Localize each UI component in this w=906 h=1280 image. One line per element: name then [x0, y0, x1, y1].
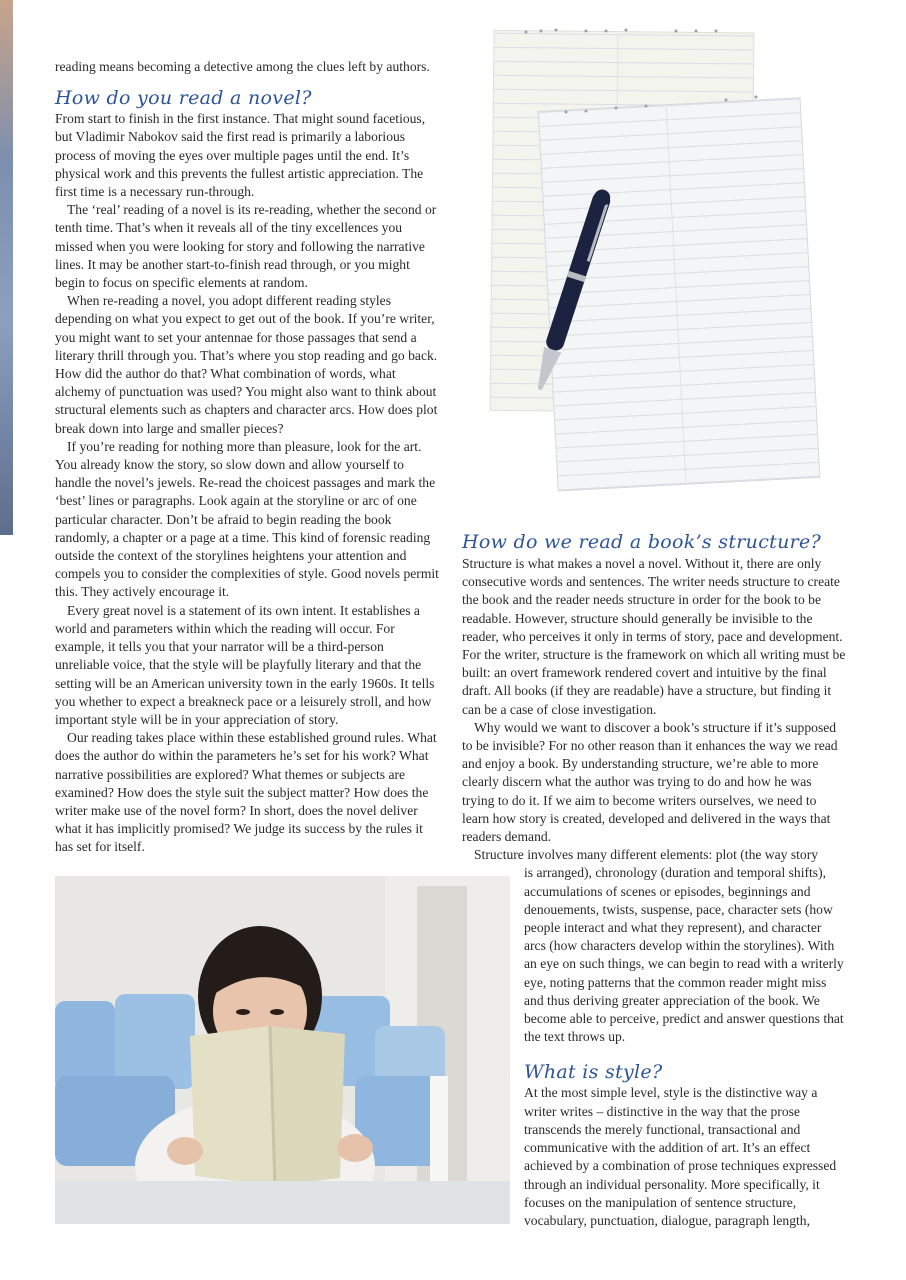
paragraph: From start to finish in the first instance. That might sound facetious, but Vladimir Nabokov said the first read is primarily a laborious process of moving the eyes over multiple pages until the end. It’s physical work and this prevents the fullest artistic appreciation. The first time is a necessary run-through. — [55, 111, 426, 200]
heading-style: What is style? — [524, 1061, 663, 1084]
left-column — [55, 58, 440, 857]
paragraph: Every great novel is a statement of its own intent. It establishes a world and parameters within which the reading will occur. For example, it tells you that your narrator will be a third-person unreliable voice, that the style will be playfully literary and that the setting will be an American university town in the early 1960s. It tells you whether to expect a breakneck pace or a leisurely stroll, and how important style will be in your appreciation of story. — [55, 602, 435, 727]
paragraph: Structure involves many different elements: plot (the way story — [474, 847, 819, 863]
paragraph: If you’re reading for nothing more than pleasure, look for the art. You already know the story, so slow down and allow yourself to handle the novel’s jewels. Re-read the choicest passages and mark the ‘best’ lines or paragraphs. Look again at the storyline or arc of one particular character. Don’t be afraid to begin reading the book randomly, a chapter or a page at a time. This kind of forensic reading outside the context of the storylines heightens your attention and compels you to consider the complexities of style. Good novels permit this. They actively encourage it. — [55, 438, 439, 600]
paragraph: The ‘real’ reading of a novel is its re-reading, whether the second or tenth time. That’s when it reveals all of the tiny excellences you missed when you were looking for story and following the narrative lines. It may be another start-to-finish read through, or you might begin to focus on specific elements at random. — [55, 202, 437, 291]
paragraph: Structure is what makes a novel a novel. Without it, there are only consecutive words and sentences. The writer needs structure to create the book and the reader needs structure in order for the book to be readable. However, structure should generally be invisible to the reader, who perceives it only in terms of story, pace and development. For the writer, structure is the framework on which all writing must be built: an overt framework rendered covert and intuitive by the final draft. All books (if they are readable) have a structure, but finding it can be a case of close investigation. — [462, 556, 846, 717]
paragraph: Our reading takes place within these established ground rules. What does the author do within the parameters he’s set for his work? What narrative possibilities are explored? What themes or subjects are examined? How does the style suit the subject matter? How does the writer make use of the novel form? In short, does the novel deliver what it has implicitly promised? We judge its success by the rules it has set for itself. — [55, 730, 437, 855]
edge-photo-strip — [0, 0, 13, 535]
paragraph: At the most simple level, style is the distinctive way a writer writes – distinctive in the way that the prose transcends the merely functional, transactional and communicative with the addition of art. It’s an effect achieved by a combination of prose techniques expressed through an individual personality. More specifically, it focuses on the manipulation of sentence structure, vocabulary, punctuation, dialogue, paragraph length, — [524, 1085, 837, 1228]
paragraph: Why would we want to discover a book’s structure if it’s supposed to be invisible? For no other reason than it enhances the way we read and enjoy a book. By understanding structure, we’re able to more clearly discern what the author was trying to do and how he was trying to do it. If we aim to become writers ourselves, we need to learn how story is created, developed and delivered in the ways that readers demand. — [462, 719, 838, 845]
paragraph: is arranged), chronology (duration and temporal shifts), accumulations of scenes or episodes, beginnings and denouements, twists, suspense, pace, character sets (how people interact and what they represent), and character arcs (how characters develop within the storylines). With an eye on such things, we can begin to read with a writerly eye, noting patterns that the common reader might miss and thus deriving greater appreciation of the book. We become able to perceive, predict and answer questions that the text throws up. — [524, 865, 844, 1045]
intro-line: reading means becoming a detective among the clues left by authors. — [55, 59, 430, 74]
right-column — [462, 530, 846, 1230]
heading-read-novel: How do you read a novel? — [55, 87, 312, 110]
paragraph: When re-reading a novel, you adopt different reading styles depending on what you expect to get out of the book. If you’re writer, you might want to set your antennae for those passages that send a literary thrill through you. That’s where you stop reading and go back. How did the author do that? What combination of words, what alchemy of punctuation was used? You might also want to think about structural elements such as chapters and character arcs. How does plot break down into large and smaller pieces? — [55, 293, 438, 436]
heading-structure: How do we read a book’s structure? — [462, 531, 822, 553]
notepad-with-pen-image — [486, 22, 831, 494]
student-reading-book-photo — [55, 876, 510, 1224]
